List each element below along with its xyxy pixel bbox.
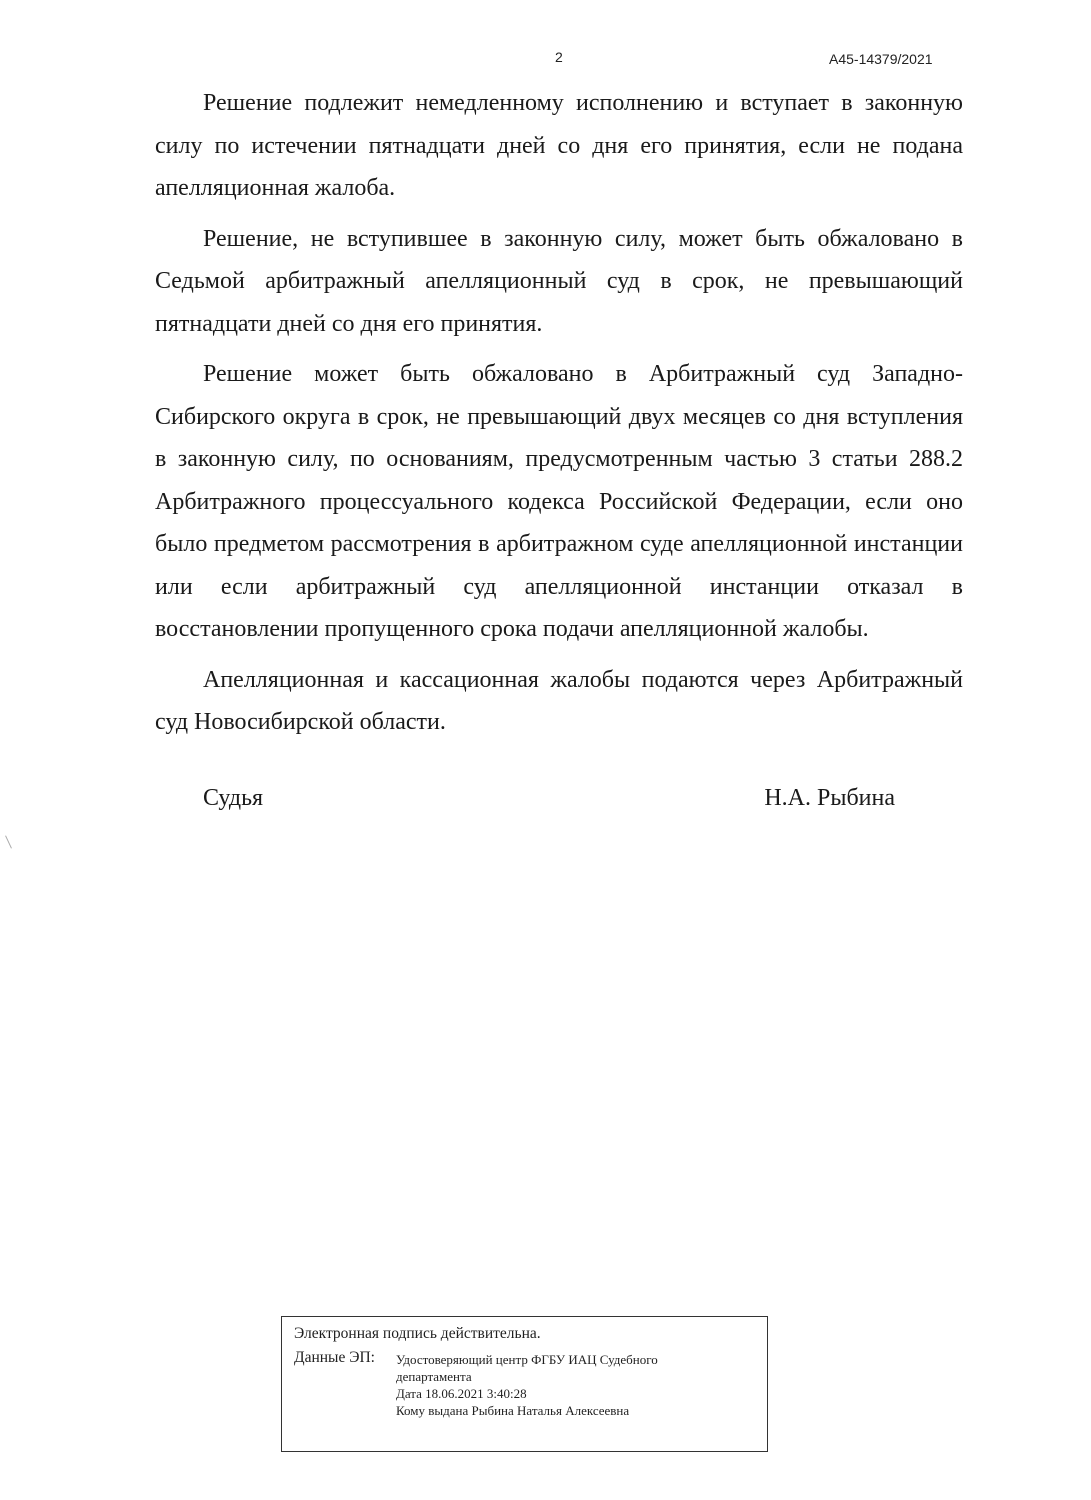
paragraph-enforcement: Решение подлежит немедленному исполнению и вступает в законную силу по истечении пятнадцати дней со дня его принятия, если не подана апелляционная жалоба. — [155, 90, 963, 201]
paragraph-appeal: Решение, не вступившее в законную силу, может быть обжаловано в Седьмой арбитражный апелляционный суд в срок, не превышающий пятнадцати дней со дня его принятия. — [155, 225, 963, 337]
e-signature-date: Дата 18.06.2021 3:40:28 — [396, 1386, 527, 1401]
document-body — [155, 82, 963, 752]
paragraph-filing: Апелляционная и кассационная жалобы подаются через Арбитражный суд Новосибирской области. — [155, 666, 963, 735]
judge-title: Судья — [203, 785, 264, 811]
page-number: 2 — [555, 49, 563, 65]
signature-block — [155, 785, 895, 812]
e-signature-stamp — [281, 1316, 768, 1452]
e-signature-data — [294, 1349, 755, 1419]
e-signature-details — [396, 1349, 658, 1419]
e-signature-label: Данные ЭП: — [294, 1349, 375, 1366]
e-signature-issuer-line2: департамента — [396, 1369, 472, 1384]
paragraph-cassation: Решение может быть обжаловано в Арбитражный суд Западно-Сибирского округа в срок, не превышающий двух месяцев со дня вступления в законную силу, по основаниям, предусмотренным частью 3 статьи 288.2 Арбитражного процессуального кодекса Российской Федерации, если оно было предметом рассмотрения в арбитражном суде апелляционной инстанции или если арбитражный суд апелляционной инстанции отказал в восстановлении пропущенного срока подачи апелляционной жалобы. — [155, 361, 963, 642]
case-number: А45-14379/2021 — [829, 51, 933, 67]
e-signature-issued-to: Кому выдана Рыбина Наталья Алексеевна — [396, 1403, 630, 1418]
e-signature-issuer-line1: Удостоверяющий центр ФГБУ ИАЦ Судебного — [396, 1352, 658, 1367]
judge-name: Н.А. Рыбина — [764, 785, 895, 811]
e-signature-status: Электронная подпись действительна. — [294, 1325, 541, 1342]
scan-margin-mark — [5, 835, 12, 848]
